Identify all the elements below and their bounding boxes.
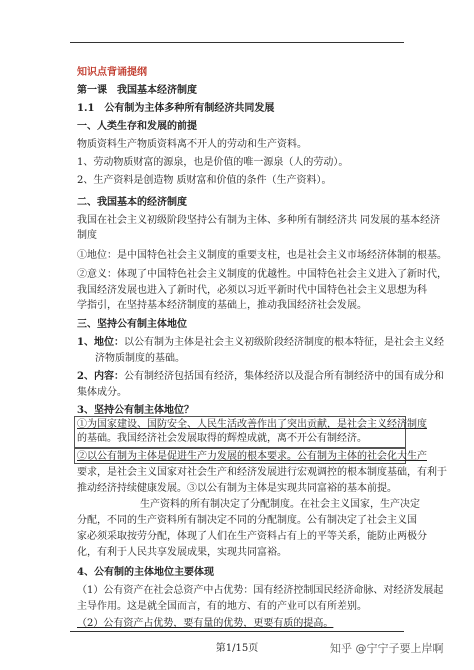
point-line: 要求，是社会主义国家对社会生产和经济发展进行宏观调控的根本制度基础，有利于 [77,467,447,478]
part3-text: 公有制经济包括国有经济，集体经济以及混合所有制经济中的国有成分和 [123,371,444,382]
point-line: 推动经济持续健康发展。③以公有制为主体是实现共同富裕的基本前提。 [77,483,397,494]
page-number: 第1/15页 [215,643,259,654]
part2-line: 我国经济发展也进入了新时代，必须以习近平新时代中国特色社会主义思想为科 [77,285,427,296]
part3-title: 三、坚持公有制主体地位 [77,319,187,330]
section-title: 1.1 公有制为主体多种所有制经济共同发展 [77,103,275,114]
part3-line: 集体成分。 [77,387,127,398]
part3-text: 以公有制为主体是社会主义初级阶段经济制度的根本特征，是社会主义经 [123,337,444,348]
outline-heading: 知识点背诵提纲 [77,67,147,78]
point-line: 家必须采取按劳分配，体现了人们在生产资料占有上的平等关系，能防止两极分 [77,531,427,542]
part2-line: ①地位：是中国特色社会主义制度的重要支柱，也是社会主义市场经济体制的根基。 [77,250,447,261]
part1-line: 2、生产资料是创造物 质财富和价值的条件（生产资料）。 [77,175,332,186]
part2-line: 学指引，在坚持基本经济制度的基础上，推动我国经济社会发展。 [77,300,367,311]
watermark: 知乎 @宁宁子要上岸啊 [330,642,444,655]
header-rule [70,42,404,43]
point-line: 的基础。我国经济社会发展取得的辉煌成就，离不开公有制经济。 [77,433,367,444]
part1-title: 一、人类生存和发展的前提 [77,121,197,132]
part4-line: 主导作用。这是就全国而言，有的地方、有的产业可以有所差别。 [77,601,367,612]
part3b-title: 3、坚持公有制主体地位？ [77,405,194,416]
point-line: ②以公有制为主体是促进生产力发展的根本要求。公有制为主体的社会化大生产 [77,451,427,462]
part4-line: （1）公有资产在社会总资产中占优势：国有经济控制国民经济命脉、对经济发展起 [77,585,444,596]
part3-line: 济物质制度的基础。 [95,353,185,364]
point-line: 生产资料的所有制决定了分配制度。在社会主义国家，生产决定 [140,499,420,510]
part2-line: 制度 [77,230,97,241]
part4-line: （2）公有资产占优势，要有量的优势，更要有质的提高。 [77,618,334,629]
part3-label: 1、地位： [77,337,124,348]
lesson-title: 第一课 我国基本经济制度 [77,85,197,96]
part1-line: 1、劳动物质财富的源泉，也是价值的唯一源泉（人的劳动）。 [77,157,349,168]
part3-label: 2、内容： [77,371,124,382]
part2-line: ②意义：体现了中国特色社会主义制度的优越性。中国特色社会主义进入了新时代， [77,269,447,280]
footer-rule [70,631,404,632]
point-line: 分配，不同的生产资料所有制决定不同的分配制度。公有制决定了社会主义国 [77,515,417,526]
part3-line [77,370,444,383]
part2-line: 我国在社会主义初级阶段坚持公有制为主体、多种所有制经济共 同发展的基本经济 [77,215,441,226]
part4-title: 4、公有制的主体地位主要体现 [77,567,214,578]
point-line: ①为国家建设、国防安全、人民生活改善作出了突出贡献，是社会主义经济制度 [77,419,427,430]
part1-line: 物质资料生产物质资料离不开人的劳动和生产资料。 [77,139,307,150]
part2-title: 二、我国基本的经济制度 [77,197,187,208]
point-line: 化，有利于人民共享发展成果，实现共同富裕。 [77,547,287,558]
part3-line [77,336,444,349]
